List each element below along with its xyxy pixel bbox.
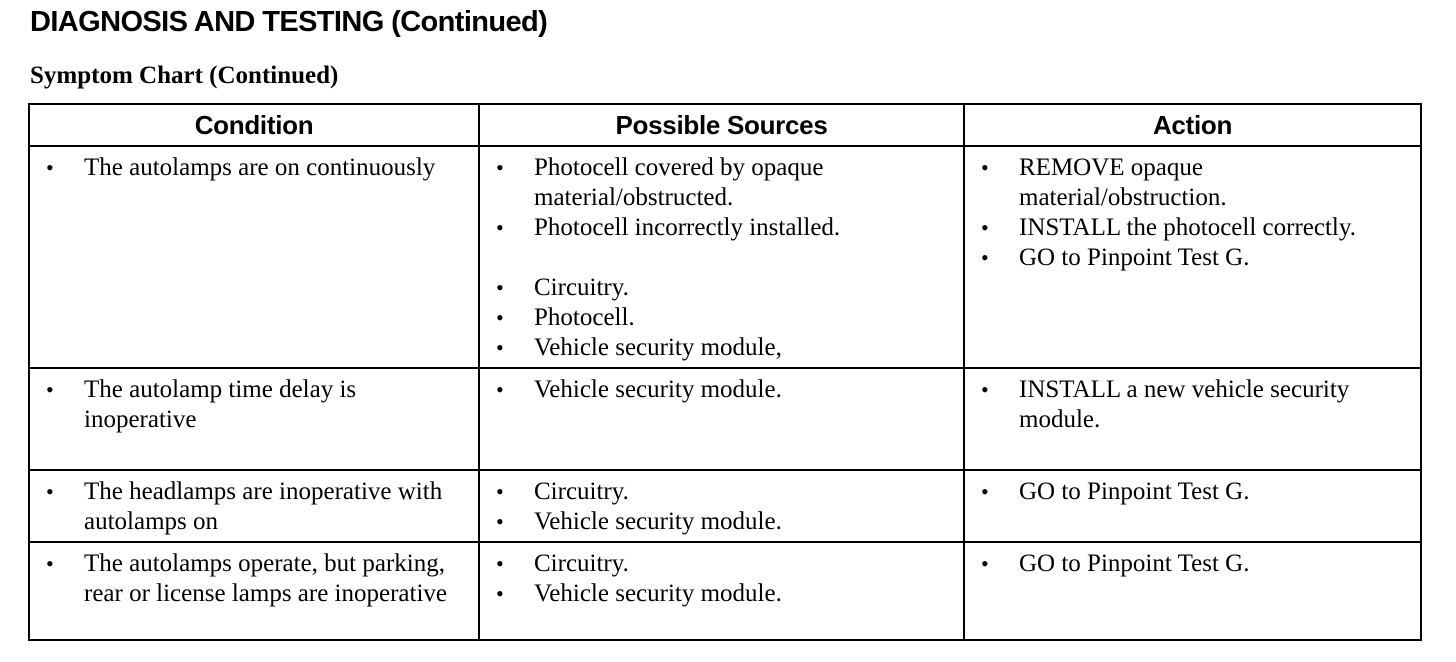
list-item bbox=[480, 579, 963, 609]
bullet-icon: • bbox=[496, 215, 504, 240]
list-item bbox=[480, 477, 963, 507]
list-item bbox=[480, 303, 963, 333]
sources-cell bbox=[479, 542, 964, 640]
bullet-icon: • bbox=[46, 479, 54, 504]
list-item bbox=[480, 153, 963, 213]
action-text: REMOVE opaque material/obstruction. bbox=[1019, 154, 1227, 211]
condition-cell bbox=[29, 542, 479, 640]
source-text: Circuitry. bbox=[534, 550, 629, 577]
section-title: Symptom Chart (Continued) bbox=[30, 62, 339, 89]
condition-cell bbox=[29, 470, 479, 542]
source-text: Vehicle security module. bbox=[534, 376, 782, 403]
list-item bbox=[480, 507, 963, 537]
bullet-icon: • bbox=[46, 551, 54, 576]
bullet-icon: • bbox=[496, 335, 504, 360]
bullet-icon: • bbox=[46, 377, 54, 402]
column-header-condition: Condition bbox=[29, 104, 479, 146]
condition-text: The autolamps are on continuously bbox=[84, 154, 436, 181]
page-title: DIAGNOSIS AND TESTING (Continued) bbox=[30, 6, 548, 38]
source-text: Photocell covered by opaque material/obstructed. bbox=[534, 154, 824, 211]
bullet-icon: • bbox=[981, 551, 989, 576]
table-header-row bbox=[29, 104, 1421, 146]
bullet-icon: • bbox=[981, 155, 989, 180]
list-item bbox=[480, 549, 963, 579]
bullet-icon: • bbox=[496, 581, 504, 606]
table-row bbox=[29, 146, 1421, 368]
bullet-icon: • bbox=[496, 479, 504, 504]
bullet-icon: • bbox=[496, 155, 504, 180]
action-text: GO to Pinpoint Test G. bbox=[1019, 244, 1250, 271]
table-row bbox=[29, 470, 1421, 542]
condition-text: The autolamps operate, but parking, rear or license lamps are inoperative bbox=[84, 550, 448, 607]
list-item bbox=[965, 243, 1420, 273]
list-item bbox=[30, 153, 478, 183]
list-item bbox=[480, 273, 963, 303]
bullet-icon: • bbox=[496, 377, 504, 402]
action-text: GO to Pinpoint Test G. bbox=[1019, 550, 1250, 577]
bullet-icon: • bbox=[981, 479, 989, 504]
source-text: Circuitry. bbox=[534, 478, 629, 505]
list-item bbox=[30, 375, 478, 435]
action-text: INSTALL the photocell correctly. bbox=[1019, 214, 1356, 241]
condition-text: The headlamps are inoperative with autolamps on bbox=[84, 478, 443, 535]
source-text: Vehicle security module. bbox=[534, 580, 782, 607]
sources-cell bbox=[479, 470, 964, 542]
bullet-icon: • bbox=[981, 215, 989, 240]
source-text: Photocell incorrectly installed. bbox=[534, 214, 841, 241]
action-text: GO to Pinpoint Test G. bbox=[1019, 478, 1250, 505]
table-row bbox=[29, 542, 1421, 640]
condition-cell bbox=[29, 368, 479, 470]
list-item bbox=[965, 549, 1420, 579]
condition-text: The autolamp time delay is inoperative bbox=[84, 376, 357, 433]
condition-cell bbox=[29, 146, 479, 368]
list-item bbox=[965, 375, 1420, 435]
column-header-possible-sources: Possible Sources bbox=[479, 104, 964, 146]
action-cell bbox=[964, 146, 1421, 368]
list-item bbox=[30, 477, 478, 537]
action-text: INSTALL a new vehicle security module. bbox=[1019, 376, 1350, 433]
sources-cell bbox=[479, 368, 964, 470]
bullet-icon: • bbox=[496, 551, 504, 576]
bullet-icon: • bbox=[46, 155, 54, 180]
source-text: Photocell. bbox=[534, 304, 635, 331]
bullet-icon: • bbox=[981, 245, 989, 270]
action-cell bbox=[964, 542, 1421, 640]
list-item bbox=[965, 477, 1420, 507]
source-text: Vehicle security module. bbox=[534, 508, 782, 535]
action-cell bbox=[964, 368, 1421, 470]
bullet-icon: • bbox=[496, 509, 504, 534]
bullet-icon: • bbox=[496, 305, 504, 330]
bullet-icon: • bbox=[981, 377, 989, 402]
action-cell bbox=[964, 470, 1421, 542]
table-row bbox=[29, 368, 1421, 470]
list-item bbox=[965, 213, 1420, 243]
source-text: Circuitry. bbox=[534, 274, 629, 301]
list-item bbox=[965, 153, 1420, 213]
list-item bbox=[30, 549, 478, 609]
column-header-action: Action bbox=[964, 104, 1421, 146]
bullet-icon: • bbox=[496, 275, 504, 300]
source-text: Vehicle security module, bbox=[534, 334, 782, 361]
symptom-chart-table bbox=[28, 103, 1422, 641]
list-item bbox=[480, 213, 963, 243]
list-item bbox=[480, 333, 963, 363]
list-item bbox=[480, 375, 963, 405]
sources-cell bbox=[479, 146, 964, 368]
